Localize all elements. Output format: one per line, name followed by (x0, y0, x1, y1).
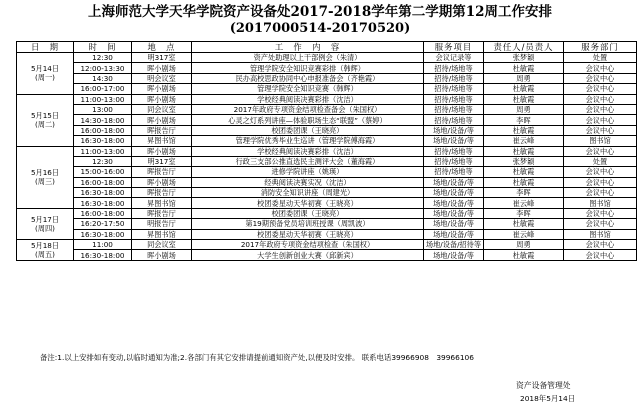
dept-cell: 会议中心 (564, 84, 637, 94)
dept-cell: 会议中心 (564, 73, 637, 83)
time-cell: 12:30 (74, 53, 132, 63)
date-label: 5月15日 (30, 111, 60, 121)
table-row (17, 125, 637, 135)
content-cell: 行政三支部公推直选民主测评大会（董海霞） (192, 156, 424, 166)
location-cell: 晖小剧场 (132, 94, 192, 104)
service-cell: 场地/设备/等 (424, 229, 484, 239)
dept-cell: 处置 (564, 53, 637, 63)
location-cell: 明报告厅 (132, 219, 192, 229)
table-row (17, 188, 637, 198)
location-cell: 晖小剧场 (132, 146, 192, 156)
page-title: 上海师范大学天华学院资产设备处2017-2018学年第二学期第12周工作安排 (87, 4, 553, 20)
service-cell: 招待/场地等 (424, 115, 484, 125)
date-cell (17, 94, 74, 146)
person-cell: 杜敏霞 (484, 167, 564, 177)
weekday-label: (周三) (35, 177, 55, 187)
location-cell: 明317室 (132, 53, 192, 63)
service-cell: 招待/场地等 (424, 104, 484, 114)
location-cell: 晖小剧场 (132, 115, 192, 125)
person-cell: 周勇 (484, 73, 564, 83)
date-cell (17, 53, 74, 95)
footnote: 备注:1.以上安排如有变动,以临时通知为准;2.各部门有其它安排请提前通知资产处,以便及时安排。 联系电话39966908 39966106 (40, 353, 474, 362)
table-row (17, 146, 637, 156)
service-cell: 招待/场地等 (424, 63, 484, 73)
time-cell: 16:00-18:00 (74, 125, 132, 135)
person-cell: 崔云峰 (484, 198, 564, 208)
table-row (17, 219, 637, 229)
dept-cell: 会议中心 (564, 63, 637, 73)
content-cell: 第19期预备党员培训班授课（周凯波） (192, 219, 424, 229)
service-cell: 招待/场地等 (424, 84, 484, 94)
person-cell: 周勇 (484, 240, 564, 250)
schedule-table (16, 41, 637, 261)
table-row (17, 250, 637, 260)
location-cell: 明会议室 (132, 73, 192, 83)
table-row (17, 115, 637, 125)
service-cell: 场地/设备/等 (424, 208, 484, 218)
service-cell: 招待/场地等 (424, 167, 484, 177)
table-row (17, 53, 637, 63)
location-cell: 晖报告厅 (132, 125, 192, 135)
time-cell: 16:30-18:00 (74, 198, 132, 208)
schedule-body (17, 53, 637, 261)
person-cell: 张梦颖 (484, 156, 564, 166)
dept-cell: 会议中心 (564, 94, 637, 104)
person-cell: 崔云峰 (484, 136, 564, 146)
signature-dept: 资产设备管理处 (516, 381, 571, 390)
time-cell: 11:00 (74, 240, 132, 250)
person-cell: 杜敏霞 (484, 84, 564, 94)
header-person: 责任人/员责人 (484, 42, 564, 53)
time-cell: 12:30 (74, 156, 132, 166)
location-cell: 晖小剧场 (132, 63, 192, 73)
dept-cell: 会议中心 (564, 146, 637, 156)
table-row (17, 156, 637, 166)
service-cell: 招待/场地等 (424, 156, 484, 166)
content-cell: 校团委星动天华初赛（王晓亮） (192, 198, 424, 208)
location-cell: 晖小剧场 (132, 84, 192, 94)
time-cell: 16:30-18:00 (74, 188, 132, 198)
dept-cell: 处置 (564, 156, 637, 166)
table-row (17, 94, 637, 104)
time-cell: 16:30-18:00 (74, 229, 132, 239)
service-cell: 场地/设备/招待等 (424, 240, 484, 250)
table-row (17, 177, 637, 187)
table-row (17, 73, 637, 83)
location-cell: 昇图书馆 (132, 229, 192, 239)
date-label: 5月17日 (30, 214, 60, 224)
table-row (17, 104, 637, 114)
location-cell: 晖小剧场 (132, 177, 192, 187)
date-label: 5月16日 (30, 168, 60, 178)
person-cell: 李晖 (484, 208, 564, 218)
service-cell: 场地/设备/等 (424, 177, 484, 187)
table-row (17, 229, 637, 239)
content-cell: 2017年政府专项资金结项检查备会（朱国权） (192, 104, 424, 114)
dept-cell: 图书馆 (564, 229, 637, 239)
content-cell: 管理学院安全知识竞赛彩排（韩辉） (192, 63, 424, 73)
time-cell: 16:00-18:00 (74, 208, 132, 218)
content-cell: 管理学院优秀毕业生巡讲（管理学院傅海霞） (192, 136, 424, 146)
weekday-label: (周二) (35, 120, 55, 130)
dept-cell: 会议中心 (564, 177, 637, 187)
time-cell: 12:00-13:30 (74, 63, 132, 73)
weekday-label: (周一) (35, 73, 55, 83)
service-cell: 招待/场地等 (424, 73, 484, 83)
dept-cell: 会议中心 (564, 240, 637, 250)
person-cell: 周勇 (484, 104, 564, 114)
location-cell: 晖小剧场 (132, 250, 192, 260)
table-row (17, 208, 637, 218)
service-cell: 场地/设备/等 (424, 188, 484, 198)
service-cell: 场地/设备/等 (424, 136, 484, 146)
service-cell: 招待/场地等 (424, 146, 484, 156)
time-cell: 16:00-18:00 (74, 177, 132, 187)
location-cell: 昇图书馆 (132, 136, 192, 146)
date-label: 5月14日 (30, 64, 60, 74)
time-cell: 13:00 (74, 104, 132, 114)
location-cell: 同会议室 (132, 240, 192, 250)
dept-cell: 会议中心 (564, 115, 637, 125)
content-cell: 消防安全知识讲座（周建光） (192, 188, 424, 198)
time-cell: 16:00-17:00 (74, 84, 132, 94)
service-cell: 场地/设备/等 (424, 198, 484, 208)
time-cell: 16:30-18:00 (74, 136, 132, 146)
header-location: 地 点 (132, 42, 192, 53)
dept-cell: 会议中心 (564, 250, 637, 260)
content-cell: 校团委星动天华初赛（王晓亮） (192, 229, 424, 239)
dept-cell: 会议中心 (564, 167, 637, 177)
content-cell: 经典阅读决赛实况（沈洁） (192, 177, 424, 187)
page-subtitle: (2017000514-20170520) (229, 21, 411, 36)
person-cell: 杜敏霞 (484, 219, 564, 229)
dept-cell: 会议中心 (564, 125, 637, 135)
content-cell: 资产处助理以上干部例会（朱清） (192, 53, 424, 63)
content-cell: 大学生创新创业大赛（邱新宾） (192, 250, 424, 260)
header-content: 工 作 内 容 (192, 42, 424, 53)
dept-cell: 会议中心 (564, 188, 637, 198)
time-cell: 16:30-18:00 (74, 250, 132, 260)
weekday-label: (周四) (35, 223, 55, 233)
date-label: 5月18日 (30, 240, 60, 250)
dept-cell: 会议中心 (564, 219, 637, 229)
person-cell: 李晖 (484, 115, 564, 125)
content-cell: 管理学院安全知识竞赛（韩辉） (192, 84, 424, 94)
table-row (17, 198, 637, 208)
weekday-label: (周五) (35, 249, 55, 259)
date-cell (17, 146, 74, 208)
service-cell: 场地/设备/等 (424, 250, 484, 260)
person-cell: 李晖 (484, 188, 564, 198)
location-cell: 晖报告厅 (132, 167, 192, 177)
person-cell: 杜敏霞 (484, 146, 564, 156)
dept-cell: 会议中心 (564, 208, 637, 218)
time-cell: 16:20-17:50 (74, 219, 132, 229)
table-row (17, 84, 637, 94)
location-cell: 晖报告厅 (132, 188, 192, 198)
time-cell: 14:30 (74, 73, 132, 83)
service-cell: 招待/场地等 (424, 94, 484, 104)
location-cell: 昇图书馆 (132, 198, 192, 208)
header-time: 时 间 (74, 42, 132, 53)
person-cell: 杜敏霞 (484, 250, 564, 260)
person-cell: 杜敏霞 (484, 94, 564, 104)
content-cell: 校团委团课（王晓亮） (192, 208, 424, 218)
time-cell: 15:00-16:00 (74, 167, 132, 177)
content-cell: 进修学院讲座（姚瑛） (192, 167, 424, 177)
table-row (17, 240, 637, 250)
header-date: 日 期 (17, 42, 74, 53)
table-row (17, 136, 637, 146)
content-cell: 学校经典阅读决赛彩排（沈洁） (192, 146, 424, 156)
time-cell: 11:00-13:00 (74, 94, 132, 104)
content-cell: 民办高校思政协同中心申报准备会（齐艳霞） (192, 73, 424, 83)
table-header-row (17, 42, 637, 53)
dept-cell: 图书馆 (564, 198, 637, 208)
person-cell: 杜敏霞 (484, 125, 564, 135)
dept-cell: 图书馆 (564, 136, 637, 146)
content-cell: 校团委团课（王晓亮） (192, 125, 424, 135)
service-cell: 场地/设备/等 (424, 125, 484, 135)
person-cell: 杜敏霞 (484, 177, 564, 187)
person-cell: 崔云峰 (484, 229, 564, 239)
person-cell: 杜敏霞 (484, 63, 564, 73)
signature-date: 2018年5月14日 (520, 394, 576, 403)
table-row (17, 63, 637, 73)
table-row (17, 167, 637, 177)
location-cell: 晖报告厅 (132, 208, 192, 218)
location-cell: 同会议室 (132, 104, 192, 114)
time-cell: 14:30-18:00 (74, 115, 132, 125)
content-cell: 学校经典阅读决赛彩排（沈洁） (192, 94, 424, 104)
person-cell: 张梦颖 (484, 53, 564, 63)
header-dept: 服务部门 (564, 42, 637, 53)
service-cell: 场地/设备/等 (424, 219, 484, 229)
date-cell (17, 240, 74, 261)
service-cell: 会议记录等 (424, 53, 484, 63)
dept-cell: 会议中心 (564, 104, 637, 114)
location-cell: 明317室 (132, 156, 192, 166)
header-service: 服务项目 (424, 42, 484, 53)
time-cell: 11:00-13:00 (74, 146, 132, 156)
content-cell: 2017年政府专项资金结项检查（朱国权） (192, 240, 424, 250)
content-cell: 心灵之灯系列讲座—体验职场生态“联盟”（蔡婷） (192, 115, 424, 125)
date-cell (17, 208, 74, 239)
